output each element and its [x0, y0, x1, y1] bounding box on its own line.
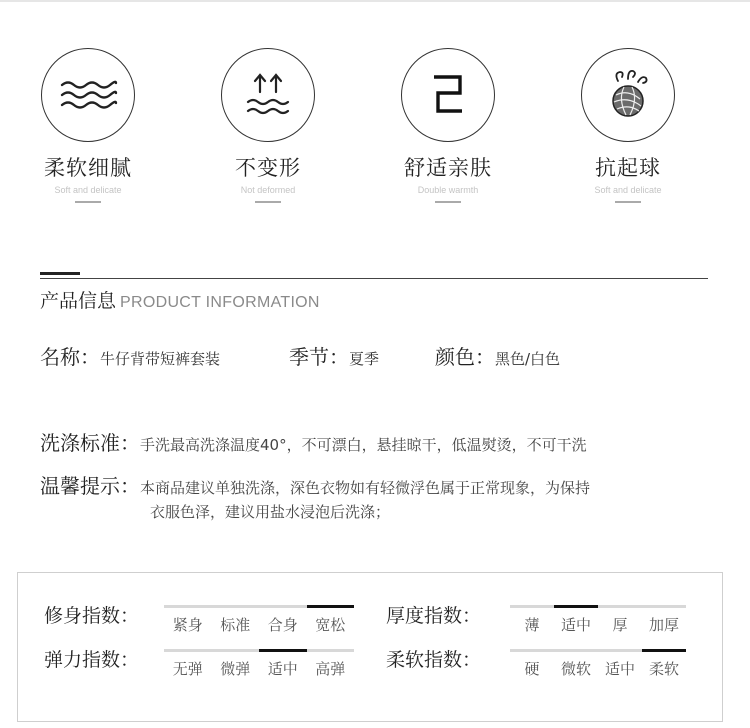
scale-option [642, 649, 686, 679]
feature-dash [615, 201, 641, 203]
scale-marker [598, 605, 642, 608]
index-scale [164, 605, 354, 637]
scale-option-label: 合身 [267, 616, 298, 634]
scale-option [164, 605, 212, 635]
section-accent-bar [40, 272, 80, 275]
scale-selected-marker [642, 649, 686, 652]
care-tips [40, 470, 590, 499]
feature-dash [435, 201, 461, 203]
scale-option-label: 标准 [220, 616, 251, 634]
wash-value: 手洗最高洗涤温度40°，不可漂白，悬挂晾干，低温熨烫，不可干洗 [140, 436, 587, 454]
season-label: 季节： [289, 345, 349, 369]
scale-marker [598, 649, 642, 652]
scale-option-label: 高弹 [315, 660, 346, 678]
tips-line1: 本商品建议单独洗涤，深色衣物如有轻微浮色属于正常现象，为保持 [140, 479, 591, 497]
scale-option-label: 紧身 [172, 616, 203, 634]
scale-option-label: 无弹 [172, 660, 203, 678]
scale-option-label: 加厚 [648, 616, 679, 634]
wash-label: 洗涤标准： [40, 431, 140, 455]
name-label: 名称： [40, 345, 100, 369]
scale-marker [164, 605, 212, 608]
section-divider [40, 278, 708, 279]
index-box [17, 572, 723, 722]
scale-option-label: 柔软 [648, 660, 679, 678]
scale-option [307, 649, 355, 679]
up-arrows-waves-icon [221, 48, 315, 142]
index-label: 厚度指数： [386, 605, 482, 627]
waves-icon [41, 48, 135, 142]
scale-marker [212, 605, 260, 608]
tips-line2: 衣服色泽，建议用盐水浸泡后洗涤； [150, 503, 391, 521]
season-value: 夏季 [349, 350, 380, 368]
feature-title: 柔软细腻 [44, 156, 132, 180]
index-label: 修身指数： [44, 605, 140, 627]
index-label: 弹力指数： [44, 649, 140, 671]
feature-subtitle: Soft and delicate [54, 185, 122, 195]
scale-option-label: 宽松 [315, 616, 346, 634]
feature-soft [18, 48, 158, 203]
feature-subtitle: Not deformed [240, 185, 296, 195]
feature-dash [75, 201, 101, 203]
scale-option [307, 605, 355, 635]
scale-option [554, 649, 598, 679]
scale-marker [510, 605, 554, 608]
feature-anti-pilling [558, 48, 698, 203]
scale-selected-marker [554, 605, 598, 608]
scale-option [510, 649, 554, 679]
scale-option-label: 适中 [560, 616, 591, 634]
section-title-cn: 产品信息 [40, 290, 117, 312]
section-title [40, 286, 320, 313]
color-label: 颜色： [435, 345, 495, 369]
name-value: 牛仔背带短裤套装 [100, 350, 221, 368]
scale-option [212, 605, 260, 635]
scale-option-label: 适中 [604, 660, 635, 678]
section-title-en: PRODUCT INFORMATION [120, 294, 320, 311]
color-value: 黑色/白色 [495, 350, 561, 368]
scale-option-label: 薄 [524, 616, 540, 634]
scale-option-label: 微弹 [220, 660, 251, 678]
scale-selected-marker [307, 605, 355, 608]
feature-title: 舒适亲肤 [404, 156, 492, 180]
scale-marker [212, 649, 260, 652]
scale-marker [554, 649, 598, 652]
scale-option [642, 605, 686, 635]
scale-option [259, 649, 307, 679]
scale-option [164, 649, 212, 679]
feature-subtitle: Double warmth [417, 185, 479, 195]
scale-option-label: 硬 [524, 660, 540, 678]
scale-option [259, 605, 307, 635]
feature-title: 抗起球 [595, 156, 661, 180]
scale-option [510, 605, 554, 635]
feature-not-deformed [198, 48, 338, 203]
info-color [435, 341, 560, 370]
scale-option [212, 649, 260, 679]
scale-option [598, 649, 642, 679]
scale-selected-marker [259, 649, 307, 652]
scale-option-label: 适中 [267, 660, 298, 678]
index-scale [164, 649, 354, 681]
feature-icons-row [0, 48, 750, 218]
scale-option-label: 微软 [560, 660, 591, 678]
comfort-glyph-icon [401, 48, 495, 142]
scale-marker [510, 649, 554, 652]
care-wash [40, 427, 587, 456]
feature-dash [255, 201, 281, 203]
feature-comfort [378, 48, 518, 203]
scale-option-label: 厚 [612, 616, 628, 634]
top-divider [0, 0, 750, 2]
index-scale [510, 605, 686, 637]
index-scale [510, 649, 686, 681]
feature-subtitle: Soft and delicate [594, 185, 662, 195]
feature-title: 不变形 [235, 156, 301, 180]
yarn-ball-icon [581, 48, 675, 142]
tips-label: 温馨提示： [40, 474, 140, 498]
scale-marker [164, 649, 212, 652]
scale-marker [642, 605, 686, 608]
scale-marker [307, 649, 355, 652]
index-label: 柔软指数： [386, 649, 482, 671]
scale-option [554, 605, 598, 635]
info-name [40, 341, 220, 370]
info-season [289, 341, 379, 370]
scale-option [598, 605, 642, 635]
scale-marker [259, 605, 307, 608]
